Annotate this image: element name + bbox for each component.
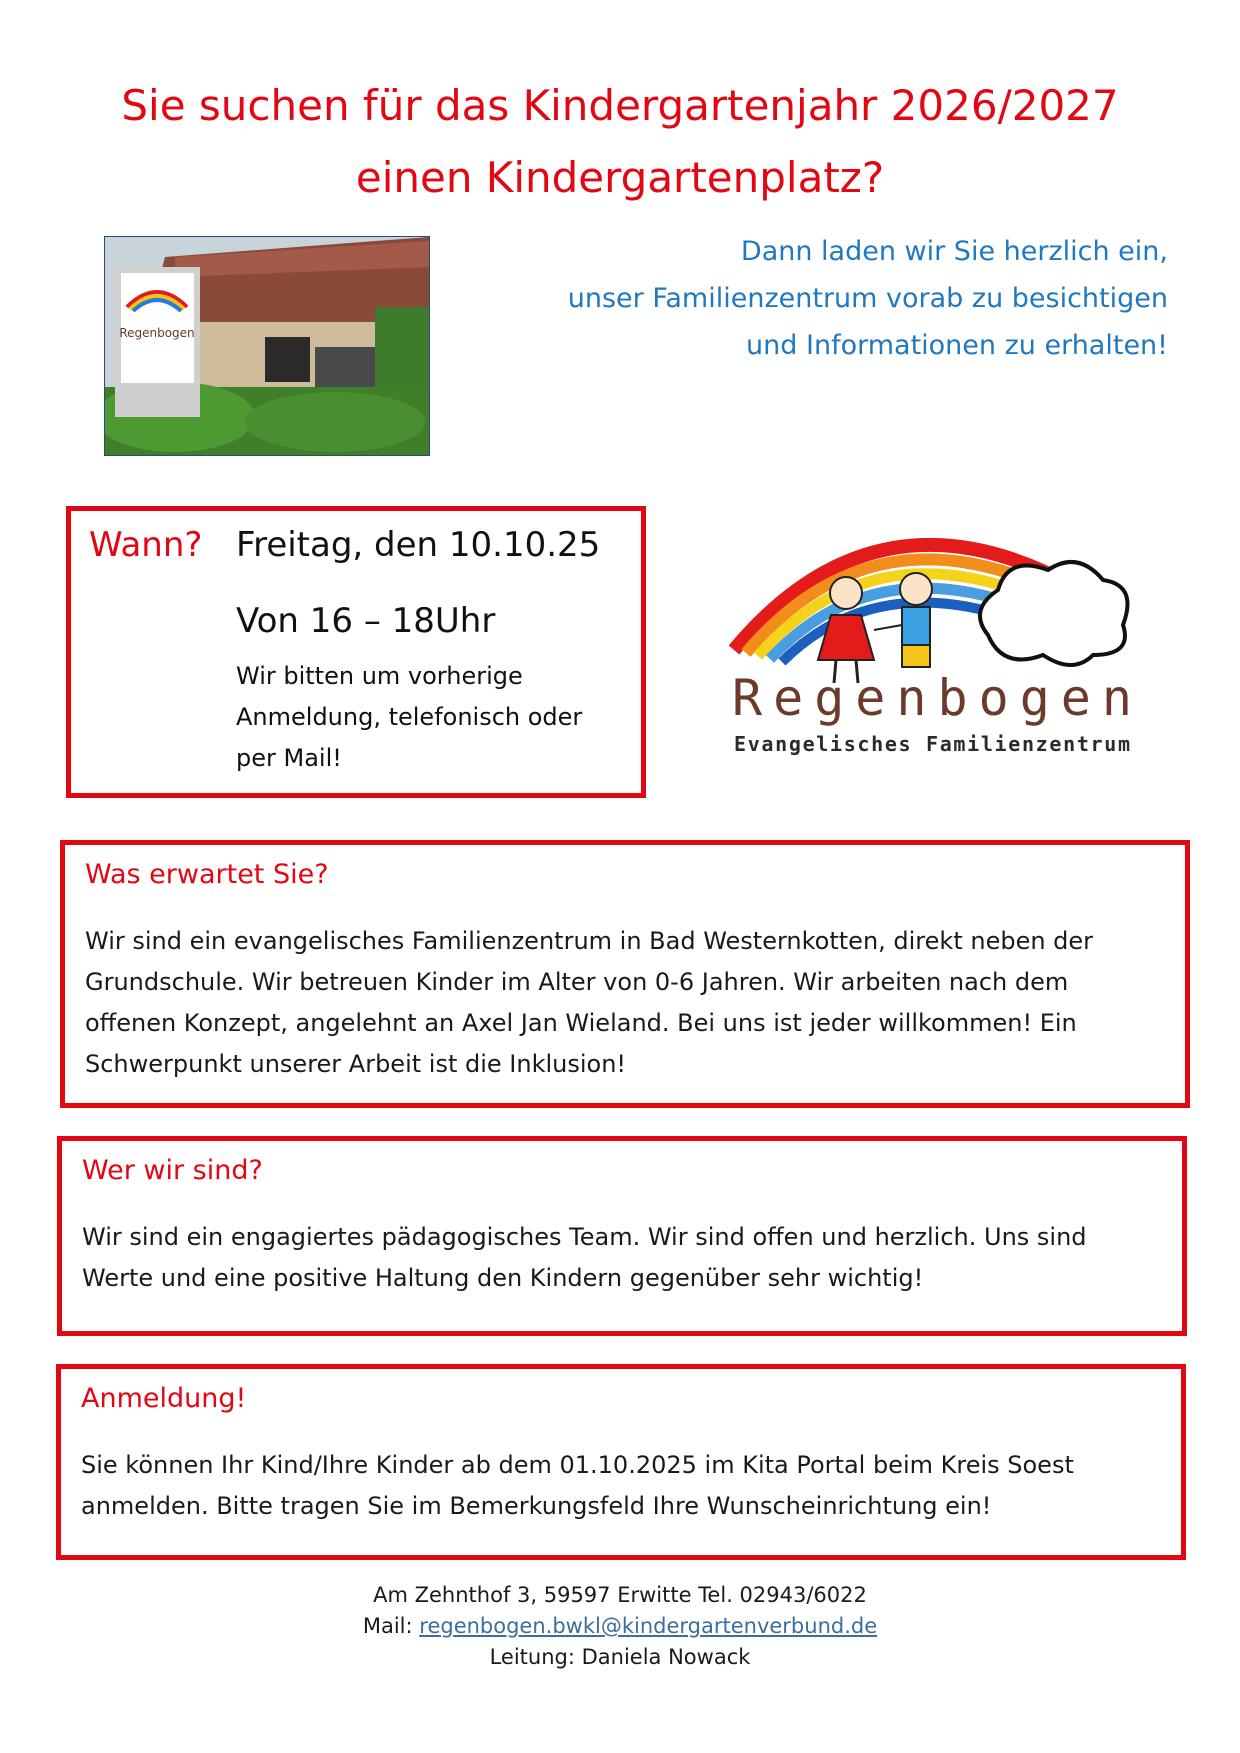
event-box — [66, 506, 646, 798]
section-wer-wir-sind — [57, 1136, 1187, 1336]
section-title: Was erwartet Sie? — [85, 859, 329, 890]
section-text — [81, 1445, 1074, 1527]
section-anmeldung — [56, 1364, 1186, 1560]
page-title-line2: einen Kindergartenplatz? — [355, 153, 885, 202]
section-text — [82, 1217, 1087, 1299]
building-photo — [104, 236, 430, 456]
invite-line-1: Dann laden wir Sie herzlich ein, — [740, 236, 1168, 267]
footer-mail-line — [0, 1611, 1240, 1642]
event-time: Von 16 – 18Uhr — [236, 601, 496, 641]
section-line: Werte und eine positive Haltung den Kindern gegenüber sehr wichtig! — [82, 1264, 924, 1292]
regenbogen-logo — [726, 515, 1146, 760]
section-line: Sie können Ihr Kind/Ihre Kinder ab dem 01.10.2025 im Kita Portal beim Kreis Soest — [81, 1451, 1074, 1479]
section-line: Wir sind ein engagiertes pädagogisches Team. Wir sind offen und herzlich. Uns sind — [82, 1223, 1087, 1251]
section-line: Schwerpunkt unserer Arbeit ist die Inklusion! — [85, 1050, 627, 1078]
invite-line-3: und Informationen zu erhalten! — [746, 330, 1168, 361]
event-date: Freitag, den 10.10.25 — [236, 525, 601, 565]
event-note-line-1: Wir bitten um vorherige — [236, 662, 523, 690]
footer-mail-label: Mail: — [362, 1614, 420, 1638]
section-line: offenen Konzept, angelehnt an Axel Jan Wieland. Bei uns ist jeder willkommen! Ein — [85, 1009, 1077, 1037]
section-was-erwartet-sie — [60, 840, 1190, 1108]
section-line: anmelden. Bitte tragen Sie im Bemerkungsfeld Ihre Wunscheinrichtung ein! — [81, 1492, 992, 1520]
event-note — [236, 656, 582, 779]
invitation-text — [568, 228, 1168, 369]
logo-name: Regenbogen — [732, 669, 1132, 727]
page-title-line1: Sie suchen für das Kindergartenjahr 2026/2027 — [121, 81, 1119, 130]
event-note-line-3: per Mail! — [236, 744, 342, 772]
footer — [0, 1580, 1240, 1673]
section-line: Wir sind ein evangelisches Familienzentrum in Bad Westernkotten, direkt neben der — [85, 927, 1094, 955]
section-title: Wer wir sind? — [82, 1155, 263, 1186]
section-line: Grundschule. Wir betreuen Kinder im Alter von 0-6 Jahren. Wir arbeiten nach dem — [85, 968, 1069, 996]
photo-sign-text: Regenbogen — [119, 326, 195, 340]
section-title: Anmeldung! — [81, 1383, 247, 1414]
footer-mail-link[interactable]: regenbogen.bwkl@kindergartenverbund.de — [419, 1614, 878, 1638]
event-label: Wann? — [89, 525, 203, 565]
section-text — [85, 921, 1093, 1085]
footer-address: Am Zehnthof 3, 59597 Erwitte Tel. 02943/6022 — [373, 1583, 867, 1607]
invite-line-2: unser Familienzentrum vorab zu besichtigen — [567, 283, 1168, 314]
event-note-line-2: Anmeldung, telefonisch oder — [236, 703, 583, 731]
footer-leitung: Leitung: Daniela Nowack — [489, 1645, 751, 1669]
logo-subtitle: Evangelisches Familienzentrum — [734, 732, 1130, 756]
